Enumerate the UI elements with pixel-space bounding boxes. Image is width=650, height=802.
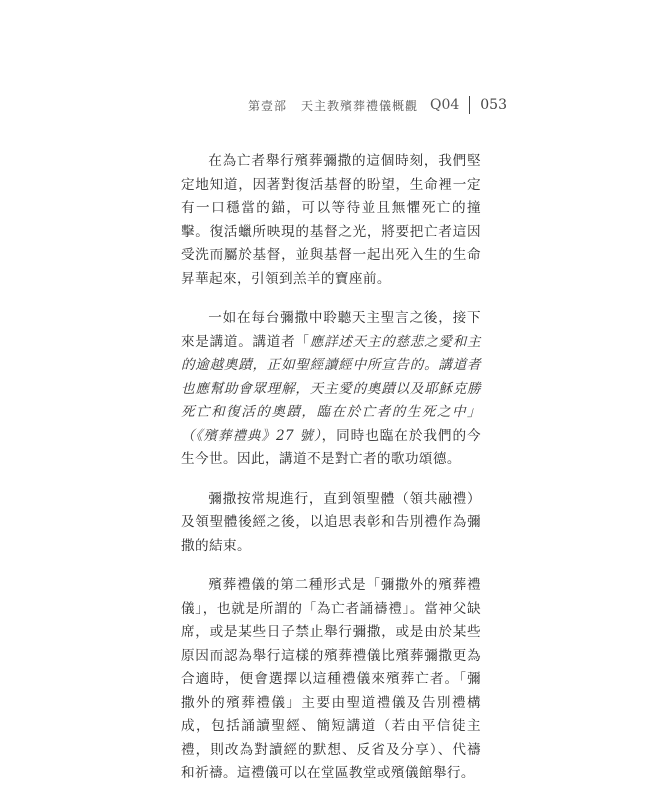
paragraph-text: 彌撒按常規進行，直到領聖體（領共融禮）及領聖體後經之後，以追思表彰和告別禮作為彌撒的結束。 [181,490,481,554]
page-body [181,150,481,802]
paragraph-text: 在為亡者舉行殯葬彌撒的這個時刻，我們堅定地知道，因著對復活基督的盼望，生命裡一定有一口穩當的錨，可以等待並且無懼死亡的撞擊。復活蠟所映現的基督之光，將要把亡者這因受洗而屬於基督，並與基督一起出死入生的生命昇華起來，引領到羔羊的寶座前。 [181,153,481,287]
paragraph-3 [181,488,481,559]
header-part: 第壹部 [247,98,287,113]
paragraph-text: ，同時也臨在於我們的今生今世。因此，講道不是對亡者的歌功頌德。 [181,427,481,467]
header-question-number: Q04 [429,97,460,113]
header-title: 天主教殯葬禮儀概觀 [300,98,418,113]
running-header [248,96,507,114]
paragraph-text: 一如在每台彌撒中聆聽天主聖言之後，接下來是講道。講道者「 [181,310,481,350]
paragraph-text: 殯葬禮儀的第二種形式是「彌撒外的殯葬禮儀」，也就是所謂的「為亡者誦禱禮」。當神父缺席，或是某些日子禁止舉行彌撒，或是由於某些原因而認為舉行這樣的殯葬禮儀比殯葬彌撒更為合適時，便會選擇以這種禮儀來殯葬亡者。「彌撒外的殯葬禮儀」主要由聖道禮儀及告別禮構成，包括誦讀聖經、簡短講道（若由平信徒主禮，則改為對讀經的默想、反省及分享）、代禱和祈禱。這禮儀可以在堂區教堂或殯儀館舉行。 [181,577,481,781]
paragraph-2 [181,307,481,472]
paragraph-4 [181,574,481,786]
page-number: 053 [480,97,507,113]
header-separator [469,96,470,114]
quoted-rite-text: 應詳述天主的慈悲之愛和主的逾越奧蹟，正如聖經讀經中所宣告的。講道者也應幫助會眾理解，天主愛的奧蹟以及耶穌克勝死亡和復活的奧蹟，臨在於亡者的生死之中」（《殯葬禮典》27 號） [181,333,481,444]
paragraph-1 [181,150,481,291]
